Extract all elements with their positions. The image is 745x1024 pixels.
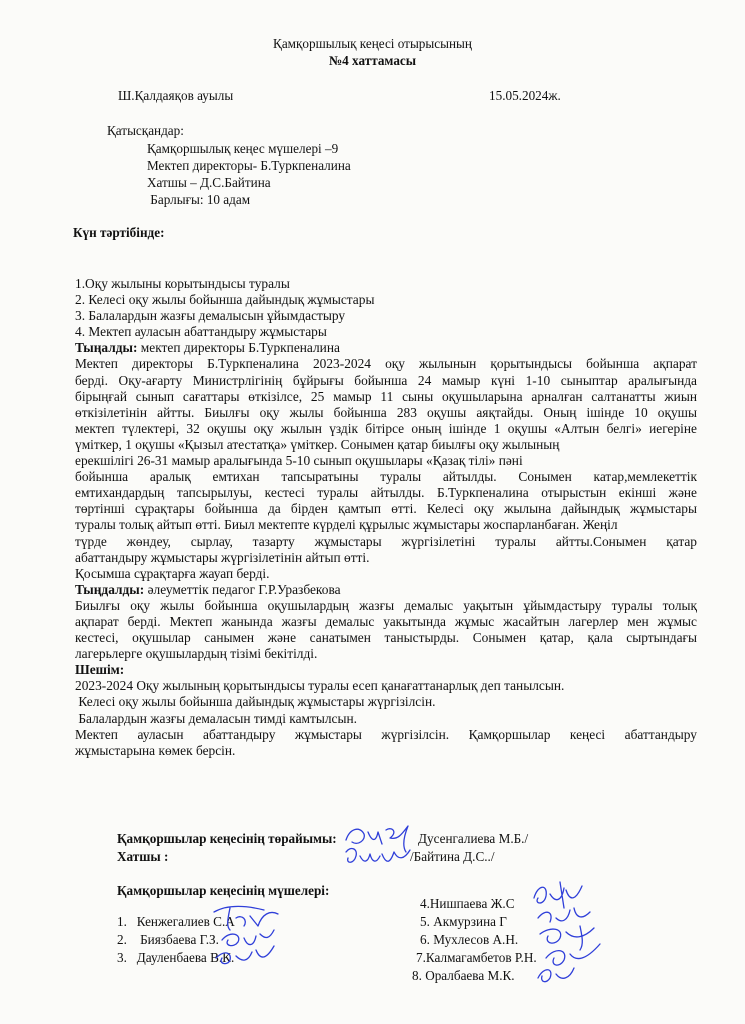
report1-line: үміткер, 1 оқушы «Қызыл атестатқа» үміткер. Сонымен қатар биылғы оқу жылының	[75, 436, 560, 452]
report1-line: бойынша аралық емтихан тапсыратыны туралы айтылды. Сонымен катар,мемлекеттік	[75, 469, 697, 485]
member-name: 6. Мухлесов А.Н.	[420, 932, 519, 947]
report1-line: төртінші сұрақтары бойынша да бірден қамтып өтті. Келесі оқу жылына дайындық жұмыстары	[75, 501, 697, 517]
member-signatures-left	[208, 900, 288, 970]
member-signatures-right	[520, 878, 620, 988]
secretary-signature	[340, 842, 415, 874]
agenda-item: 1.Оқу жылыны корытындысы туралы	[75, 276, 290, 291]
decision-line: Келесі оқу жылы бойынша дайындық жұмыстары жүргізілсін.	[75, 694, 436, 710]
attendees-line: Хатшы – Д.С.Байтина	[147, 175, 271, 190]
report1-line: Қосымша сұрақтарға жауап берді.	[75, 565, 270, 581]
report2-heading	[75, 582, 697, 598]
member-name: 8. Оралбаева М.К.	[412, 968, 515, 983]
report1-speaker: мектеп директоры Б.Туркпеналина	[137, 340, 340, 356]
report2-speaker: әлеуметтік педагог Г.Р.Уразбекова	[144, 581, 341, 597]
attendees-line: Қамқоршылық кеңес мүшелері –9	[147, 141, 339, 156]
report2-line: лагерьлерге оқушылардың тізімі бекітілді.	[75, 646, 318, 662]
report1-line: мектеп түлектері, 32 оқушы оқу жылын үздік бітірсе оның ішінде 1 оқушы «Алтын белгі» иегеріне	[75, 420, 697, 436]
report1-line: бірыңғай сынып сағаттары өткізілсе, 25 мамыр 11 сыны оқушыларына арналған салтанатты жиын	[75, 388, 697, 404]
document-title: Қамқоршылық кеңесі отырысының	[273, 36, 472, 51]
member-name: 2. Биязбаева Г.З.	[117, 932, 219, 947]
members-label: Қамқоршылар кеңесінің мүшелері:	[117, 883, 330, 898]
heard-label: Тыңдалды:	[75, 581, 145, 597]
member-name: 7.Калмагамбетов Р.Н.	[416, 950, 537, 965]
protocol-number: №4 хаттамасы	[328, 53, 417, 68]
decision-heading: Шешім:	[75, 662, 125, 678]
report2-line: Биылғы оқу жылы бойынша оқушылардың жазғы демалыс уақытын ұйымдастыру туралы толық	[75, 597, 697, 613]
decision-line: Балалардын жазғы демаласын тимді камтылсын.	[75, 710, 357, 726]
chair-name: Дусенгалиева М.Б./	[418, 831, 529, 846]
attendees-label: Қатысқандар:	[107, 123, 184, 138]
decision-line: Мектеп ауласын абаттандыру жұмыстары жүргізілсін. Қамқоршылар кеңесі абаттандыру	[75, 726, 697, 742]
agenda-item: 4. Мектеп ауласын абаттандыру жұмыстары	[75, 324, 327, 340]
agenda-item: 2. Келесі оқу жылы бойынша дайындық жұмыстары	[75, 292, 375, 308]
report1-line: ерекшілігі 26-31 мамыр аралығында 5-10 сынып оқушылары «Қазақ тілі» пәні	[75, 453, 523, 469]
heard-label: Тыңалды:	[75, 340, 138, 356]
chair-label: Қамқоршылар кеңесінің төрайымы:	[117, 831, 337, 846]
report1-line: абаттандыру жұмыстары жүргізілетінін айтып өтті.	[75, 549, 370, 565]
report1-line: Мектеп директоры Б.Туркпеналина 2023-2024 оқу жылынын қорытындысы бойынша ақпарат	[75, 356, 697, 372]
agenda-heading: Күн тәртібінде:	[73, 225, 165, 240]
member-name: 3. Дауленбаева В.К.	[117, 950, 235, 965]
report1-line: емтихандардың тапсырылуы, кестесі туралы айтылды. Б.Туркпеналина отырыстын екінші және	[75, 485, 697, 501]
member-name: 4.Нишпаева Ж.С	[420, 896, 515, 911]
agenda-item: 3. Балалардын жазғы демалысын ұйымдастыру	[75, 308, 346, 324]
decision-line: жұмыстарына көмек берсін.	[75, 742, 236, 758]
secretary-name: /Байтина Д.С../	[410, 849, 495, 864]
attendees-total: Барлығы: 10 адам	[147, 192, 251, 207]
attendees-line: Мектеп директоры- Б.Туркпеналина	[147, 158, 351, 173]
report1-heading	[75, 340, 697, 356]
report2-line: кестесі, оқушылар санымен және санатымен таныстырды. Сонымен қатар, қала сыртындағы	[75, 630, 697, 646]
report1-line: өткізілетінін айтты. Биылғы оқу жылы бойынша 283 оқушы аяқтайды. Оның ішінде 10 оқушы	[75, 404, 697, 420]
member-name: 1. Кенжегалиев С.А	[117, 914, 235, 929]
report1-line: туралы толық айтып өтті. Биыл мектепте күрделі құрылыс жұмыстары жоспарланбаған. Жеңіл	[75, 517, 618, 533]
report1-line: берді. Оқу-ағарту Министрлігінің бұйрығы бойынша 24 мамыр күні 1-10 сыныптар аралығында	[75, 372, 697, 388]
meeting-date: 15.05.2024ж.	[489, 88, 561, 103]
report2-line: ақпарат берді. Мектеп жанында жазғы демалыс уакытында жұмыс жасайтын лагерлер мен жұмыс	[75, 613, 697, 629]
meeting-place: Ш.Қалдаяқов ауылы	[118, 88, 234, 103]
report1-line: түрде жөндеу, сырлау, тазарту жұмыстары жүргізілетіні туралы айтты.Сонымен қатар	[75, 533, 697, 549]
decision-line: 2023-2024 Оқу жылының қорытындысы туралы есеп қанағаттанарлық деп танылсын.	[75, 678, 565, 694]
member-name: 5. Акмурзина Г	[420, 914, 507, 929]
document-body	[75, 276, 697, 759]
secretary-label: Хатшы :	[117, 849, 169, 864]
